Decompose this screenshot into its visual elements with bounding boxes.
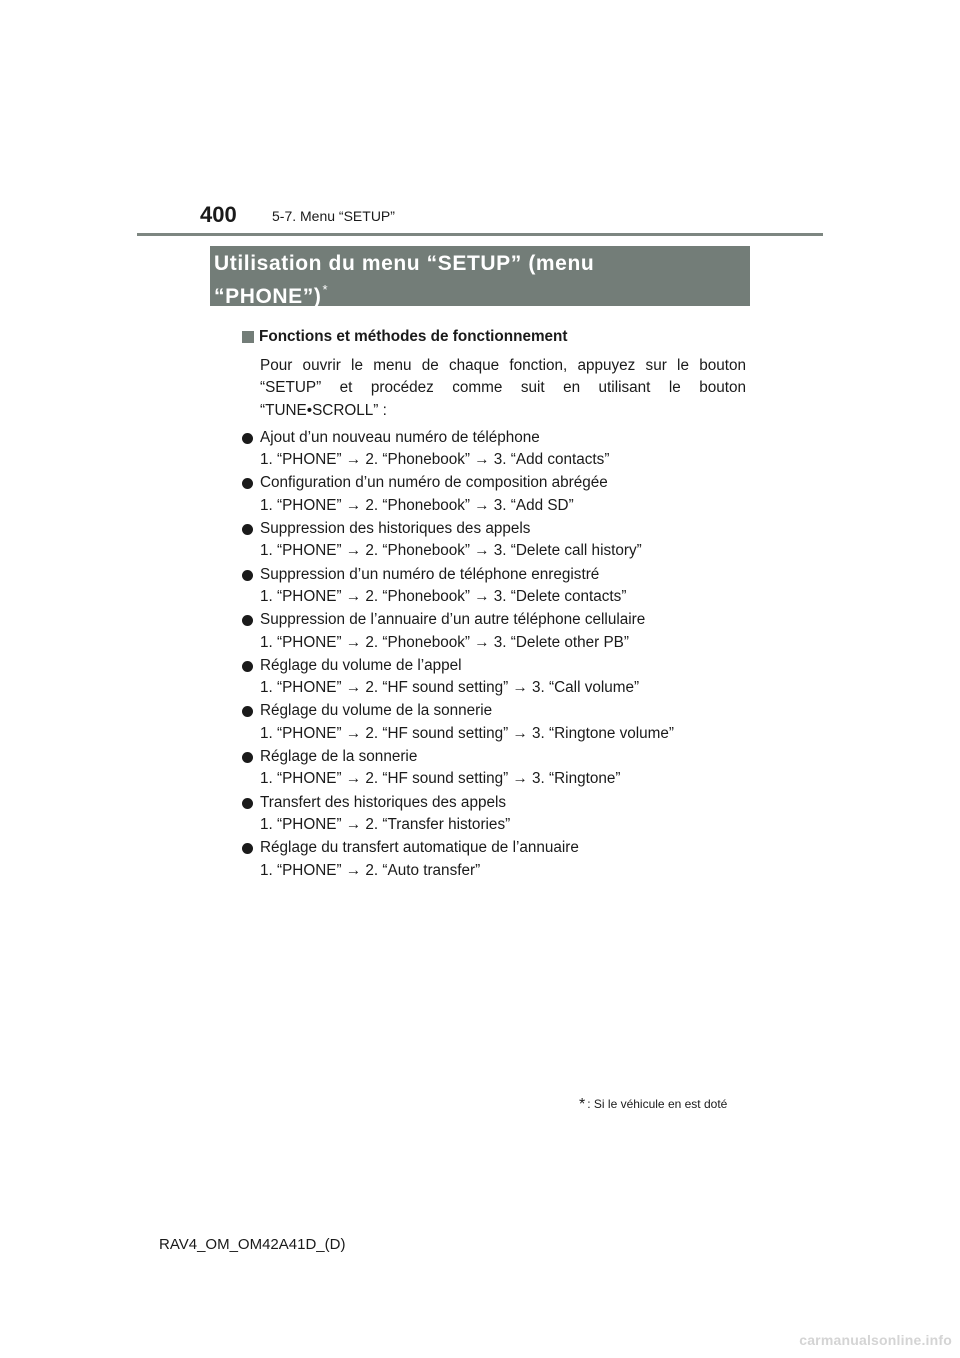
list-item — [242, 792, 746, 837]
list-item-menu-path: 1. “PHONE” → 2. “HF sound setting” → 3. “Ringtone” — [260, 770, 621, 788]
bullet-icon — [242, 706, 253, 717]
function-list — [242, 427, 746, 882]
watermark: carmanualsonline.info — [799, 1332, 952, 1348]
subsection-heading — [242, 327, 746, 347]
section-title-line2 — [214, 277, 750, 310]
bullet-icon — [242, 524, 253, 535]
list-item — [242, 655, 746, 700]
main-content — [242, 327, 746, 883]
list-item-title: Réglage de la sonnerie — [260, 748, 418, 766]
asterisk-icon: * — [322, 282, 329, 297]
running-head: 5-7. Menu “SETUP” — [272, 208, 395, 224]
intro-paragraph: Pour ouvrir le menu de chaque fonction, appuyez sur le bouton “SETUP” et procédez comme suit en utilisant le bouton “TUNE•SCROLL” : — [260, 357, 746, 419]
list-item — [242, 837, 746, 882]
list-item-title: Réglage du volume de la sonnerie — [260, 702, 493, 720]
footnote — [579, 1097, 727, 1113]
list-item — [242, 472, 746, 517]
list-item-title: Suppression de l’annuaire d’un autre téléphone cellulaire — [260, 611, 646, 629]
list-item-menu-path: 1. “PHONE” → 2. “Phonebook” → 3. “Add SD” — [260, 496, 574, 514]
asterisk-icon: * — [579, 1096, 586, 1113]
section-title-text: “PHONE”) — [214, 285, 322, 308]
bullet-icon — [242, 843, 253, 854]
list-item — [242, 518, 746, 563]
list-item-menu-path: 1. “PHONE” → 2. “Phonebook” → 3. “Add contacts” — [260, 451, 610, 469]
bullet-icon — [242, 661, 253, 672]
bullet-icon — [242, 570, 253, 581]
header-rule — [137, 233, 823, 236]
list-item-menu-path: 1. “PHONE” → 2. “Transfer histories” — [260, 815, 511, 833]
section-title-line1: Utilisation du menu “SETUP” (menu — [214, 252, 595, 275]
list-item-title: Ajout d’un nouveau numéro de téléphone — [260, 428, 540, 446]
bullet-icon — [242, 433, 253, 444]
list-item-menu-path: 1. “PHONE” → 2. “Auto transfer” — [260, 861, 481, 879]
footnote-text: : Si le véhicule en est doté — [587, 1097, 728, 1111]
list-item-menu-path: 1. “PHONE” → 2. “Phonebook” → 3. “Delete other PB” — [260, 633, 629, 651]
list-item-title: Suppression d’un numéro de téléphone enregistré — [260, 565, 600, 583]
list-item — [242, 609, 746, 654]
list-item-title: Suppression des historiques des appels — [260, 520, 531, 538]
bullet-icon — [242, 478, 253, 489]
list-item-menu-path: 1. “PHONE” → 2. “HF sound setting” → 3. “Ringtone volume” — [260, 724, 675, 742]
document-code: RAV4_OM_OM42A41D_(D) — [159, 1236, 346, 1253]
section-title-banner — [210, 246, 750, 306]
bullet-icon — [242, 798, 253, 809]
list-item-menu-path: 1. “PHONE” → 2. “Phonebook” → 3. “Delete call history” — [260, 542, 642, 560]
list-item-menu-path: 1. “PHONE” → 2. “HF sound setting” → 3. “Call volume” — [260, 679, 640, 697]
list-item-title: Configuration d’un numéro de composition abrégée — [260, 474, 608, 492]
list-item — [242, 700, 746, 745]
list-item — [242, 564, 746, 609]
bullet-icon — [242, 615, 253, 626]
list-item — [242, 427, 746, 472]
list-item-title: Réglage du transfert automatique de l’annuaire — [260, 839, 579, 857]
list-item-title: Transfert des historiques des appels — [260, 793, 507, 811]
list-item-menu-path: 1. “PHONE” → 2. “Phonebook” → 3. “Delete contacts” — [260, 587, 627, 605]
subsection-heading-text: Fonctions et méthodes de fonctionnement — [259, 328, 568, 345]
list-item — [242, 746, 746, 791]
bullet-icon — [242, 752, 253, 763]
square-bullet-icon — [242, 331, 254, 343]
page-number: 400 — [200, 202, 237, 227]
list-item-title: Réglage du volume de l’appel — [260, 656, 462, 674]
